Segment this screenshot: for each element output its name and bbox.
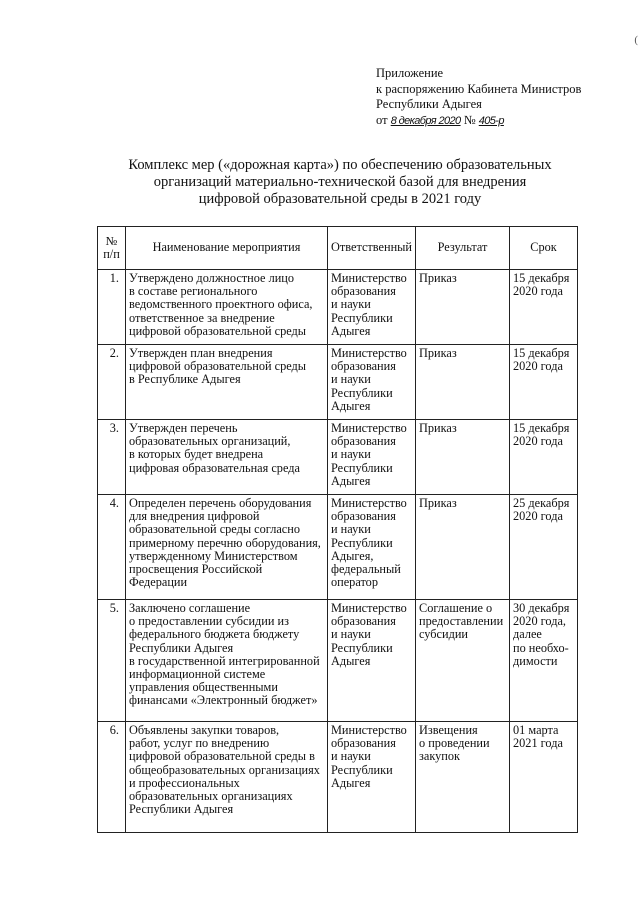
title-line-2: организаций материально-технической базой для внедрения [153,174,527,190]
responsible-line: Министерство [331,496,407,510]
appendix-line-1: Приложение [376,66,444,80]
row-responsible [328,270,416,345]
row-result [416,420,510,495]
row-responsible [328,600,416,722]
responsible-line: Республики [331,385,393,400]
event-line: Республики Адыгея [129,640,234,655]
deadline-line: 2020 года [513,434,563,449]
row-num: 3. [98,420,126,495]
responsible-line: федеральный [331,562,401,577]
responsible-line: Республики [331,762,393,777]
responsible-line: образования [331,434,396,449]
result-line: Приказ [419,346,457,360]
deadline-line: 25 декабря [513,496,570,510]
event-line: Федерации [129,575,188,590]
table-row [98,600,578,722]
table-header-row [98,227,578,270]
row-result [416,722,510,833]
result-line: Извещения [419,723,478,737]
handwritten-number: 405-р [478,114,504,127]
handwritten-date: 8 декабря 2020 [390,114,461,127]
row-deadline [510,722,578,833]
roadmap-table [97,226,578,833]
table-row [98,420,578,495]
result-line: Соглашение о [419,601,493,615]
event-line: управления общественными [129,680,278,695]
deadline-line: 15 декабря [513,421,570,435]
responsible-line: Министерство [331,723,407,737]
row-deadline [510,495,578,600]
responsible-line: Адыгея [331,398,371,413]
event-line: примерному перечню оборудования, [129,535,321,550]
deadline-line: 15 декабря [513,271,570,285]
table-row [98,722,578,833]
header-deadline: Срок [510,227,578,270]
responsible-line: Адыгея [331,323,371,338]
responsible-line: образования [331,614,396,629]
responsible-line: Адыгея [331,775,371,790]
event-line: в составе регионального [129,284,258,299]
header-result: Результат [416,227,510,270]
deadline-line: димости [513,653,558,668]
responsible-line: и науки [331,627,371,642]
responsible-line: образования [331,509,396,524]
event-line: в государственной интегрированной [129,653,320,668]
row-event [126,495,328,600]
deadline-line: 2021 года [513,736,563,751]
header-num-line-1: № [105,233,118,248]
result-line: закупок [419,749,460,764]
result-line: предоставлении [419,614,504,629]
page-edge-mark: ( [634,34,638,46]
result-line: Приказ [419,271,457,285]
event-line: образовательной среды согласно [129,522,300,537]
event-line: утвержденному Министерством [129,548,298,563]
result-line: Приказ [419,496,457,510]
responsible-line: образования [331,736,396,751]
row-num: 6. [98,722,126,833]
row-event [126,420,328,495]
row-result [416,600,510,722]
deadline-line: 15 декабря [513,346,570,360]
row-deadline [510,600,578,722]
event-line: цифровой образовательной среды [129,359,307,374]
deadline-line: 2020 года, [513,614,566,629]
event-line: Определен перечень оборудования [129,496,312,510]
responsible-line: Адыгея [331,473,371,488]
row-responsible [328,495,416,600]
event-line: общеобразовательных организациях [129,762,320,777]
responsible-line: и науки [331,522,371,537]
row-result [416,270,510,345]
row-event [126,345,328,420]
responsible-line: и науки [331,447,371,462]
row-responsible [328,722,416,833]
header-num [98,227,126,270]
title-line-1: Комплекс мер («дорожная карта») по обеспечению образовательных [128,157,552,173]
row-event [126,600,328,722]
event-line: в Республике Адыгея [129,372,241,387]
event-line: для внедрения цифровой [129,509,260,524]
event-line: работ, услуг по внедрению [129,736,270,751]
result-line: о проведении [419,736,490,751]
deadline-line: далее [513,627,542,642]
event-line: образовательных организациях [129,789,293,804]
event-line: в которых будет внедрена [129,447,264,462]
appendix-line-3: Республики Адыгея [376,97,482,111]
row-deadline [510,345,578,420]
result-line: Приказ [419,421,457,435]
event-line: образовательных организаций, [129,434,291,449]
appendix-date-line [376,113,581,130]
event-line: Республики Адыгея [129,802,234,817]
row-num: 1. [98,270,126,345]
table-row [98,270,578,345]
appendix-header [376,66,581,129]
from-prefix: от [376,112,388,127]
number-prefix: № [463,112,476,127]
deadline-line: 2020 года [513,509,563,524]
header-responsible: Ответственный [328,227,416,270]
deadline-line: 30 декабря [513,601,570,615]
responsible-line: оператор [331,575,378,590]
deadline-line: 2020 года [513,284,563,299]
row-result [416,345,510,420]
event-line: информационной системе [129,667,266,682]
event-line: Объявлены закупки товаров, [129,723,280,737]
responsible-line: и науки [331,749,371,764]
header-event: Наименование мероприятия [126,227,328,270]
event-line: о предоставлении субсидии из [129,614,289,629]
table-row [98,495,578,600]
result-line: субсидии [419,627,468,642]
table-row [98,345,578,420]
event-line: финансами «Электронный бюджет» [129,693,318,708]
responsible-line: Министерство [331,421,407,435]
row-deadline [510,420,578,495]
deadline-line: 2020 года [513,359,563,374]
event-line: Утверждено должностное лицо [129,271,295,285]
responsible-line: Министерство [331,271,407,285]
event-line: ответственное за внедрение [129,310,275,325]
row-num: 2. [98,345,126,420]
event-line: Утвержден план внедрения [129,346,273,360]
deadline-line: 01 марта [513,723,559,737]
responsible-line: Адыгея, [331,548,374,563]
responsible-line: Министерство [331,601,407,615]
event-line: цифровая образовательная среда [129,460,300,475]
row-event [126,722,328,833]
responsible-line: и науки [331,297,371,312]
event-line: федерального бюджета бюджету [129,627,300,642]
row-num: 5. [98,600,126,722]
responsible-line: образования [331,284,396,299]
appendix-line-2: к распоряжению Кабинета Министров [376,81,582,96]
header-num-line-2: п/п [103,247,120,261]
event-line: просвещения Российской [129,562,263,577]
event-line: цифровой образовательной среды в [129,749,315,764]
responsible-line: Адыгея [331,653,371,668]
row-num: 4. [98,495,126,600]
responsible-line: и науки [331,372,371,387]
responsible-line: Республики [331,310,393,325]
row-event [126,270,328,345]
responsible-line: Республики [331,640,393,655]
event-line: цифровой образовательной среды [129,323,307,338]
row-result [416,495,510,600]
row-responsible [328,420,416,495]
responsible-line: Министерство [331,346,407,360]
event-line: Заключено соглашение [129,601,251,615]
event-line: Утвержден перечень [129,421,238,435]
document-title [60,157,620,208]
event-line: ведомственного проектного офиса, [129,297,313,312]
row-responsible [328,345,416,420]
deadline-line: по необхо- [513,640,569,655]
title-line-3: цифровой образовательной среды в 2021 году [198,191,482,207]
event-line: и профессиональных [129,775,240,790]
responsible-line: образования [331,359,396,374]
responsible-line: Республики [331,460,393,475]
responsible-line: Республики [331,535,393,550]
row-deadline [510,270,578,345]
